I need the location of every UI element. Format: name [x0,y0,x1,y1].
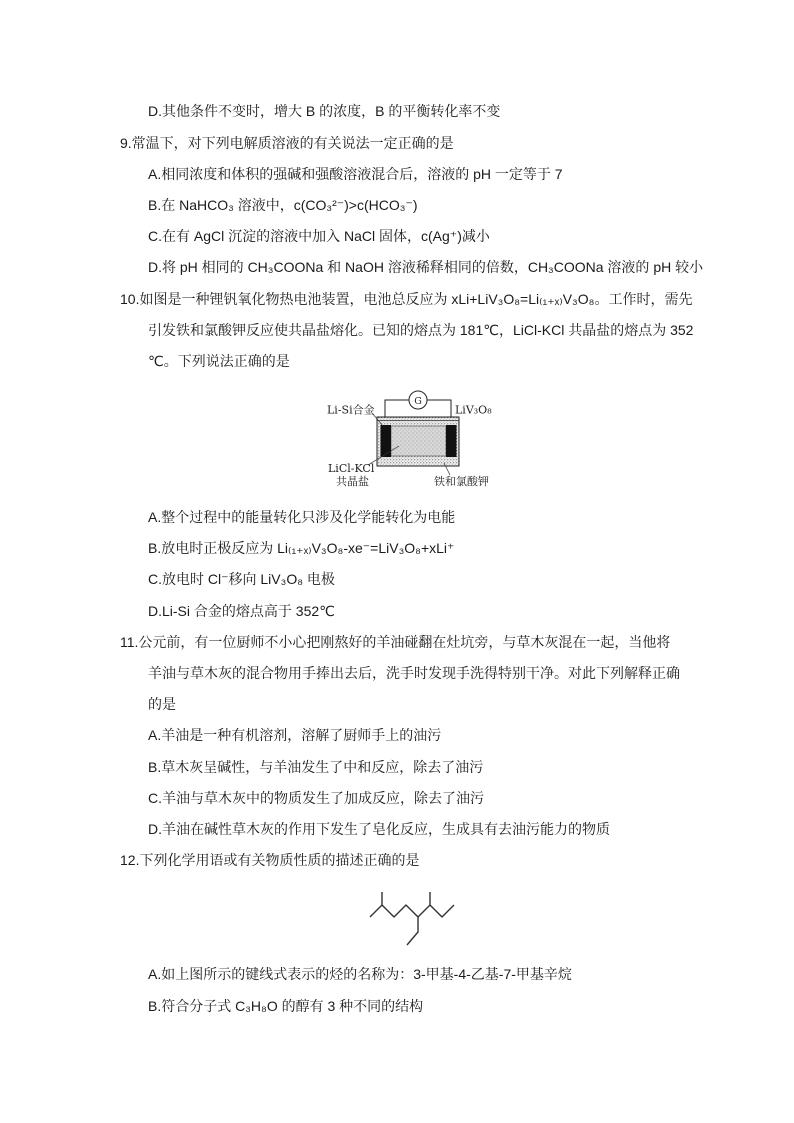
q11-option-a: A.羊油是一种有机溶剂，溶解了厨师手上的油污 [148,727,442,744]
label-iron-kclo3: 铁和氯酸钾 [434,475,489,489]
q11-option-d: D.羊油在碱性草木灰的作用下发生了皂化反应，生成具有去油污能力的物质 [148,820,610,837]
q10-stem-line-3: ℃。下列说法正确的是 [148,352,290,369]
q9-option-b: B.在 NaHCO₃ 溶液中，c(CO₃²⁻)>c(HCO₃⁻) [148,196,418,213]
q12-option-a: A.如上图所示的键线式表示的烃的名称为：3-甲基-4-乙基-7-甲基辛烷 [148,966,572,983]
q9-option-a: A.相同浓度和体积的强碱和强酸溶液混合后，溶液的 pH 一定等于 7 [148,165,563,182]
q12-option-b: B.符合分子式 C₃H₈O 的醇有 3 种不同的结构 [148,997,424,1014]
label-eutectic-salt: 共晶盐 [336,475,369,489]
electrolyte-salt [391,426,446,456]
q11-option-c: C.羊油与草木灰中的物质发生了加成反应，除去了油污 [148,789,484,806]
skeletal-formula [0,876,794,959]
q11-stem-line-1: 11.公元前，有一位厨师不小心把刚熬好的羊油碰翻在灶坑旁，与草木灰混在一起，当他将 [120,633,671,650]
exam-page [0,96,794,1021]
question-10 [0,284,794,627]
skeletal-formula-figure [0,876,794,959]
q11-stem-line-3: 的是 [148,696,176,713]
question-8 [0,96,794,127]
q9-stem: 9.常温下，对下列电解质溶液的有关说法一定正确的是 [120,134,454,151]
liv3o8-electrode [446,425,457,457]
q11-option-b: B.草木灰呈碱性，与羊油发生了中和反应，除去了油污 [148,758,484,775]
battery-figure [0,377,794,502]
q10-stem-line-2: 引发铁和氯酸钾反应使共晶盐熔化。已知的熔点为 181℃，LiCl-KCl 共晶盐的熔点为 352 [148,321,694,338]
question-9 [0,128,794,284]
label-li-si-alloy: Li-Si合金 [327,403,375,417]
question-12 [0,845,794,1022]
q10-option-b: B.放电时正极反应为 Li₍₁₊ₓ₎V₃O₈-xe⁻=LiV₃O₈+xLi⁺ [148,540,455,557]
q11-stem-line-2: 羊油与草木灰的混合物用手捧出去后，洗手时发现手洗得特别干净。对此下列解释正确 [148,665,680,682]
label-liv3o8: LiV₃O₈ [455,403,492,417]
label-licl-kcl: LiCl-KCl [328,462,375,476]
q8-option-d: D.其他条件不变时，增大 B 的浓度，B 的平衡转化率不变 [148,103,501,120]
q10-option-c: C.放电时 Cl⁻移向 LiV₃O₈ 电极 [148,571,335,588]
q10-option-d: D.Li-Si 合金的熔点高于 352℃ [148,602,335,619]
main-carbon-chain [370,905,454,917]
question-11 [0,627,794,845]
q9-option-c: C.在有 AgCl 沉淀的溶液中加入 NaCl 固体，c(Ag⁺)减小 [148,228,490,245]
q9-option-d: D.将 pH 相同的 CH₃COONa 和 NaOH 溶液稀释相同的倍数，CH₃COONa 溶液的 pH 较小 [148,259,704,276]
galvanometer-label: G [414,395,422,407]
q10-stem-line-1: 10.如图是一种锂钒氧化物热电池装置，电池总反应为 xLi+LiV₃O₈=Li₍₁₊ₓ₎V₃O₈。工作时，需先 [120,290,693,307]
q10-option-a: A.整个过程中的能量转化只涉及化学能转化为电能 [148,509,456,526]
battery-diagram [0,377,794,502]
ethyl-branch [407,917,418,945]
q12-stem: 12.下列化学用语或有关物质性质的描述正确的是 [120,852,420,869]
